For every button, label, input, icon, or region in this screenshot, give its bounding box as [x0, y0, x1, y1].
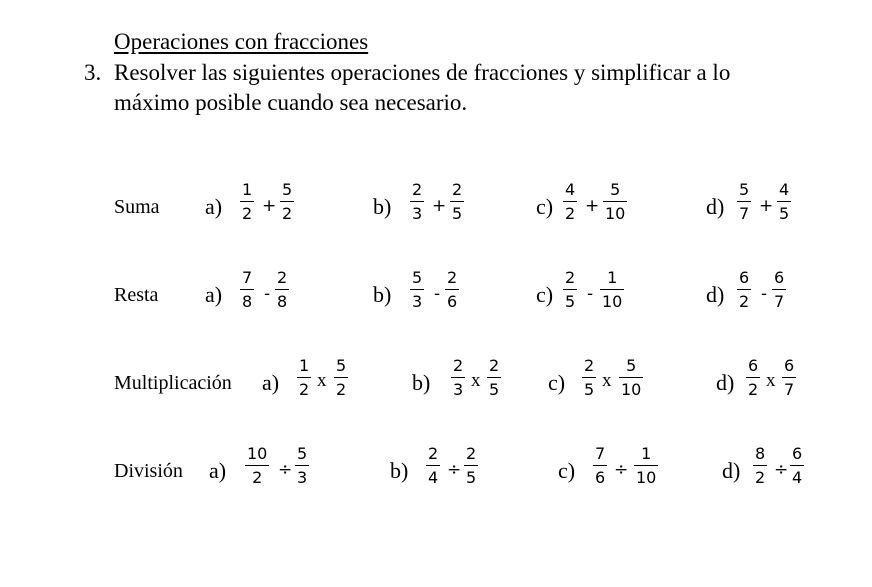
item-letter: d): [716, 370, 735, 395]
fraction-1: [737, 270, 751, 310]
denominator: 3: [412, 204, 423, 223]
numerator: 5: [626, 356, 637, 375]
fraction-2: [295, 446, 309, 486]
fraction-1: [297, 358, 311, 398]
denominator: 4: [428, 468, 439, 487]
operator: x: [602, 370, 612, 391]
denominator: 3: [453, 380, 464, 399]
fraction-2: [334, 358, 348, 398]
fraction-2: [275, 270, 289, 310]
denominator: 2: [748, 380, 759, 399]
denominator: 3: [412, 292, 423, 311]
fraction-1: [593, 446, 607, 486]
question-number: 3.: [84, 60, 102, 85]
denominator: 2: [252, 468, 263, 487]
fraction-1: [451, 358, 465, 398]
denominator: 2: [282, 204, 293, 223]
numerator: 2: [584, 356, 595, 375]
item-letter: a): [209, 458, 227, 483]
fraction-2: [280, 182, 294, 222]
operator: ÷: [614, 460, 629, 480]
numerator: 1: [607, 268, 618, 287]
fraction-1: [410, 182, 424, 222]
row-label: Suma: [114, 196, 160, 218]
item-letter: c): [536, 282, 554, 307]
denominator: 10: [602, 292, 623, 311]
numerator: 8: [755, 444, 766, 463]
fraction-2: [772, 270, 786, 310]
item-letter: b): [412, 370, 431, 395]
denominator: 5: [584, 380, 595, 399]
numerator: 2: [489, 356, 500, 375]
operator: ÷: [278, 460, 293, 480]
numerator: 7: [595, 444, 606, 463]
denominator: 5: [452, 204, 463, 223]
operator: +: [759, 196, 774, 216]
question-text-line-2: máximo posible cuando sea necesario.: [114, 90, 468, 115]
item-letter: b): [390, 458, 409, 483]
numerator: 1: [242, 180, 253, 199]
fraction-2: [603, 182, 627, 222]
denominator: 2: [299, 380, 310, 399]
item-letter: b): [373, 282, 392, 307]
fraction-1: [582, 358, 596, 398]
denominator: 5: [489, 380, 500, 399]
numerator: 2: [453, 356, 464, 375]
operator: +: [262, 196, 277, 216]
numerator: 2: [447, 268, 458, 287]
numerator: 2: [565, 268, 576, 287]
numerator: 6: [739, 268, 750, 287]
denominator: 7: [774, 292, 785, 311]
operator: -: [434, 284, 441, 304]
item-letter: c): [548, 370, 566, 395]
denominator: 5: [779, 204, 790, 223]
denominator: 3: [297, 468, 308, 487]
denominator: 5: [565, 292, 576, 311]
denominator: 8: [242, 292, 253, 311]
operator: -: [587, 284, 594, 304]
denominator: 8: [277, 292, 288, 311]
page-title: Operaciones con fracciones: [114, 29, 369, 54]
denominator: 5: [466, 468, 477, 487]
fraction-1: [753, 446, 767, 486]
item-letter: a): [205, 282, 223, 307]
denominator: 10: [621, 380, 642, 399]
fraction-2: [619, 358, 643, 398]
denominator: 7: [739, 204, 750, 223]
fraction-1: [746, 358, 760, 398]
numerator: 2: [412, 180, 423, 199]
fraction-2: [464, 446, 478, 486]
numerator: 2: [466, 444, 477, 463]
denominator: 2: [336, 380, 347, 399]
denominator: 6: [447, 292, 458, 311]
operator: -: [761, 284, 768, 304]
denominator: 2: [739, 292, 750, 311]
fraction-2: [487, 358, 501, 398]
operator: +: [585, 196, 600, 216]
item-letter: c): [536, 194, 554, 219]
numerator: 5: [297, 444, 308, 463]
numerator: 5: [412, 268, 423, 287]
fraction-1: [240, 182, 254, 222]
numerator: 2: [452, 180, 463, 199]
numerator: 5: [739, 180, 750, 199]
operator: +: [432, 196, 447, 216]
item-letter: d): [706, 282, 725, 307]
numerator: 5: [336, 356, 347, 375]
fraction-2: [600, 270, 624, 310]
fraction-2: [777, 182, 791, 222]
fraction-1: [245, 446, 269, 486]
fraction-2: [782, 358, 796, 398]
denominator: 2: [565, 204, 576, 223]
question-text-line-1: Resolver las siguientes operaciones de fracciones y simplificar a lo: [114, 60, 731, 85]
denominator: 6: [595, 468, 606, 487]
row-label: Resta: [114, 284, 159, 306]
fraction-1: [240, 270, 254, 310]
numerator: 4: [565, 180, 576, 199]
denominator: 7: [784, 380, 795, 399]
numerator: 1: [641, 444, 652, 463]
numerator: 4: [779, 180, 790, 199]
operator: ÷: [774, 460, 789, 480]
denominator: 10: [605, 204, 626, 223]
fraction-1: [563, 270, 577, 310]
fraction-2: [790, 446, 804, 486]
numerator: 6: [774, 268, 785, 287]
numerator: 6: [748, 356, 759, 375]
operator: x: [471, 370, 481, 391]
item-letter: a): [262, 370, 280, 395]
operator: ÷: [447, 460, 462, 480]
fraction-1: [426, 446, 440, 486]
row-label: División: [114, 460, 183, 482]
denominator: 2: [242, 204, 253, 223]
numerator: 5: [610, 180, 621, 199]
fraction-1: [563, 182, 577, 222]
numerator: 6: [784, 356, 795, 375]
row-label: Multiplicación: [114, 372, 232, 394]
item-letter: a): [205, 194, 223, 219]
numerator: 2: [428, 444, 439, 463]
item-letter: c): [558, 458, 576, 483]
denominator: 10: [636, 468, 657, 487]
numerator: 7: [242, 268, 253, 287]
fraction-1: [410, 270, 424, 310]
operator: x: [766, 370, 776, 391]
operator: -: [264, 284, 271, 304]
numerator: 2: [277, 268, 288, 287]
item-letter: b): [373, 194, 392, 219]
denominator: 2: [755, 468, 766, 487]
fraction-2: [450, 182, 464, 222]
numerator: 1: [299, 356, 310, 375]
numerator: 6: [792, 444, 803, 463]
fraction-2: [634, 446, 658, 486]
numerator: 5: [282, 180, 293, 199]
fraction-2: [445, 270, 459, 310]
item-letter: d): [722, 458, 741, 483]
numerator: 10: [247, 444, 268, 463]
fraction-1: [737, 182, 751, 222]
item-letter: d): [706, 194, 725, 219]
operator: x: [317, 370, 327, 391]
denominator: 4: [792, 468, 803, 487]
